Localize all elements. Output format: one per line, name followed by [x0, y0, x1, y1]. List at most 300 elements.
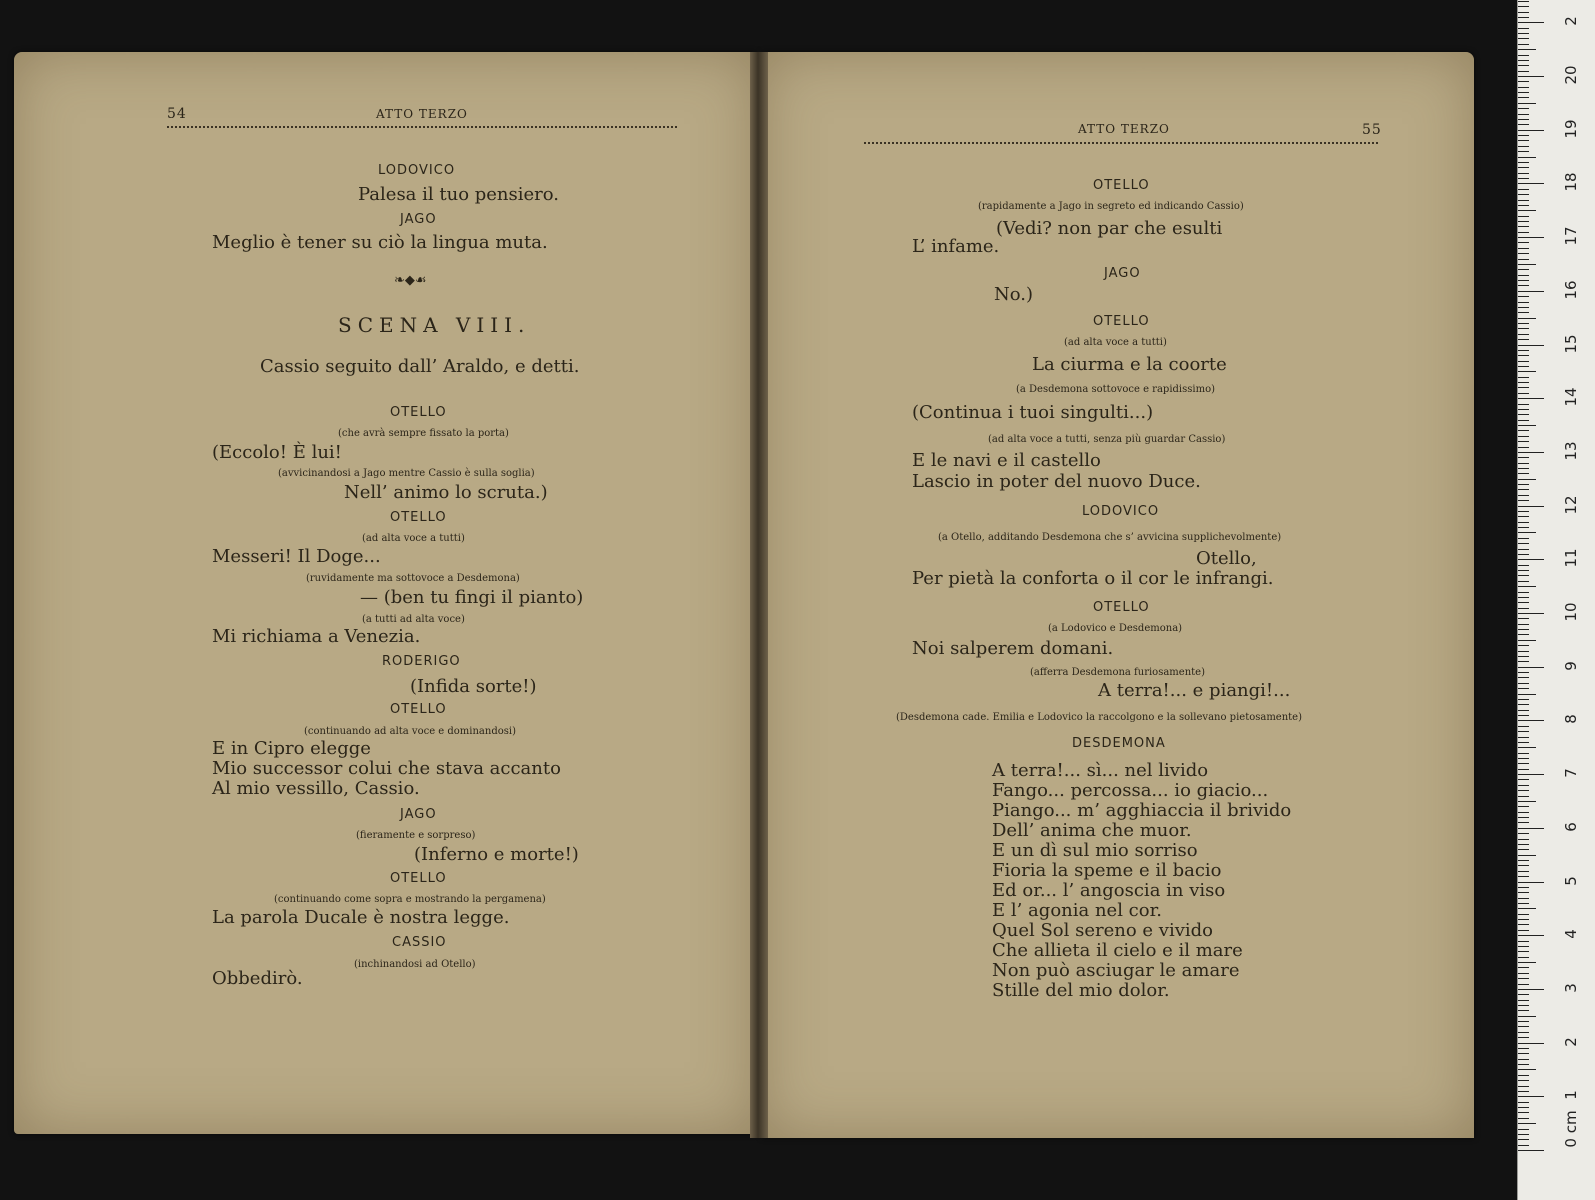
ruler-tick: [1518, 76, 1544, 77]
ruler-tick: [1518, 1032, 1529, 1033]
ruler-tick: [1518, 994, 1529, 995]
ruler-tick: [1518, 753, 1529, 754]
ruler-tick: [1518, 694, 1536, 695]
fleuron-ornament: ❧◆☙: [394, 273, 427, 288]
ruler-tick: [1518, 135, 1529, 136]
ruler-tick: [1518, 1037, 1529, 1038]
ruler-tick: [1518, 941, 1529, 942]
ruler-tick: [1518, 871, 1529, 872]
ruler-tick: [1518, 516, 1529, 517]
character-name: OTELLO: [390, 871, 447, 886]
ruler-tick: [1518, 173, 1529, 174]
character-name: JAGO: [1104, 266, 1141, 281]
ruler-tick: [1518, 790, 1529, 791]
ruler-tick: [1518, 420, 1529, 421]
ruler-tick: [1518, 860, 1529, 861]
ruler-label: 11: [1562, 548, 1580, 568]
ruler-tick: [1518, 1053, 1529, 1054]
verse-line: Obbedirò.: [212, 968, 303, 989]
stage-direction: (a Desdemona sottovoce e rapidissimo): [1016, 384, 1215, 395]
verse-line: Messeri! Il Doge...: [212, 546, 381, 567]
ruler-tick: [1518, 1118, 1529, 1119]
ruler-tick: [1518, 984, 1529, 985]
ruler-tick: [1518, 1059, 1529, 1060]
stage-direction: (avvicinandosi a Jago mentre Cassio è sulla soglia): [278, 468, 535, 479]
ruler-tick: [1518, 586, 1536, 587]
ruler-tick: [1518, 908, 1536, 909]
ruler-tick: [1518, 1123, 1536, 1124]
ruler-tick: [1518, 527, 1529, 528]
ruler-tick: [1518, 1026, 1529, 1027]
ruler-tick: [1518, 962, 1536, 963]
ruler-tick: [1518, 457, 1529, 458]
ruler-tick: [1518, 683, 1529, 684]
ruler-tick: [1518, 119, 1529, 120]
verse-line: Lascio in poter del nuovo Duce.: [912, 471, 1201, 492]
ruler-tick: [1518, 60, 1529, 61]
ruler-tick: [1518, 1000, 1529, 1001]
ruler-tick: [1518, 935, 1544, 936]
ruler-tick: [1518, 806, 1529, 807]
ruler-tick: [1518, 355, 1529, 356]
ruler-tick: [1518, 924, 1529, 925]
ruler-tick: [1518, 350, 1529, 351]
verse-line: (Infida sorte!): [410, 676, 537, 697]
ruler-tick: [1518, 1107, 1529, 1108]
ruler-tick: [1518, 774, 1544, 775]
ruler-tick: [1518, 575, 1529, 576]
ruler-tick: [1518, 441, 1529, 442]
verse-line: Cassio seguito dall’ Araldo, e detti.: [260, 356, 580, 377]
ruler-tick: [1518, 565, 1529, 566]
ruler-tick: [1518, 1112, 1529, 1113]
ruler-tick: [1518, 726, 1529, 727]
book-gutter: [750, 52, 768, 1138]
verse-line: Meglio è tener su ciò la lingua muta.: [212, 232, 548, 253]
ornament-rule-right: [864, 134, 1378, 144]
ruler-tick: [1518, 882, 1544, 883]
ruler-tick: [1518, 140, 1529, 141]
page-number-right: 55: [1362, 122, 1382, 138]
ruler-tick: [1518, 914, 1529, 915]
ruler-tick: [1518, 1048, 1529, 1049]
ruler-tick: [1518, 124, 1529, 125]
ruler-tick: [1518, 532, 1536, 533]
ruler-tick: [1518, 178, 1529, 179]
ruler-tick: [1518, 624, 1529, 625]
character-name: LODOVICO: [1082, 504, 1160, 519]
ruler-label: 20: [1562, 65, 1580, 85]
ruler-tick: [1518, 280, 1529, 281]
ruler-tick: [1518, 167, 1529, 168]
ruler-tick: [1518, 49, 1536, 50]
ruler-tick: [1518, 183, 1544, 184]
ruler-label: 1: [1562, 1090, 1580, 1101]
ruler-tick: [1518, 715, 1529, 716]
ruler-tick: [1518, 65, 1529, 66]
verse-line: Non può asciugar le amare: [992, 960, 1240, 981]
page-number-left: 54: [167, 106, 187, 122]
ruler-tick: [1518, 951, 1529, 952]
character-name: CASSIO: [392, 935, 447, 950]
verse-line: Mi richiama a Venezia.: [212, 626, 421, 647]
verse-line: Fioria la speme e il bacio: [992, 860, 1222, 881]
ruler-tick: [1518, 506, 1544, 507]
ruler-tick: [1518, 97, 1529, 98]
ruler-tick: [1518, 447, 1529, 448]
verse-line: E l’ agonia nel cor.: [992, 900, 1162, 921]
ruler-tick: [1518, 302, 1529, 303]
ruler-tick: [1518, 55, 1529, 56]
running-head-left: ATTO TERZO: [376, 107, 468, 121]
verse-line: A terra!... sì... nel livido: [992, 760, 1209, 781]
stage-direction: (rapidamente a Jago in segreto ed indicando Cassio): [978, 201, 1244, 212]
ruler-tick: [1518, 232, 1529, 233]
ruler-tick: [1518, 613, 1544, 614]
ruler-tick: [1518, 253, 1529, 254]
ruler-tick: [1518, 710, 1529, 711]
ruler-tick: [1518, 323, 1529, 324]
verse-line: Piango... m’ agghiaccia il brivido: [992, 800, 1292, 821]
ruler-tick: [1518, 377, 1529, 378]
ruler-tick: [1518, 248, 1529, 249]
ruler-tick: [1518, 1139, 1529, 1140]
stage-direction: (Desdemona cade. Emilia e Lodovico la raccolgono e la sollevano pietosamente): [896, 712, 1303, 723]
stage-direction: (ad alta voce a tutti, senza più guardar Cassio): [988, 434, 1226, 445]
ruler-tick: [1518, 1075, 1529, 1076]
running-head-right: ATTO TERZO: [1078, 122, 1170, 136]
ruler-tick: [1518, 430, 1529, 431]
verse-line: La parola Ducale è nostra legge.: [212, 907, 510, 928]
ruler-tick: [1518, 672, 1529, 673]
verse-line: Quel Sol sereno e vivido: [992, 920, 1214, 941]
ruler-label: 5: [1562, 875, 1580, 886]
ruler-tick: [1518, 339, 1529, 340]
stage-direction: (che avrà sempre fissato la porta): [338, 428, 509, 439]
ruler-tick: [1518, 677, 1529, 678]
ruler-tick: [1518, 162, 1529, 163]
ruler-tick: [1518, 903, 1529, 904]
ruler-tick: [1518, 269, 1529, 270]
ruler-tick: [1518, 1, 1529, 2]
ruler-tick: [1518, 747, 1536, 748]
character-name: OTELLO: [1093, 314, 1150, 329]
ruler-tick: [1518, 205, 1529, 206]
ruler-tick: [1518, 946, 1529, 947]
ruler-label: 13: [1562, 441, 1580, 461]
ruler-tick: [1518, 114, 1529, 115]
ruler-tick: [1518, 425, 1536, 426]
ruler-tick: [1518, 87, 1529, 88]
ruler-tick: [1518, 822, 1529, 823]
ruler-tick: [1518, 629, 1529, 630]
ruler-tick: [1518, 151, 1529, 152]
ruler-tick: [1518, 651, 1529, 652]
verse-line: Palesa il tuo pensiero.: [358, 184, 560, 205]
ruler-tick: [1518, 592, 1529, 593]
character-name: OTELLO: [390, 510, 447, 525]
character-name: OTELLO: [1093, 178, 1150, 193]
stage-direction: (fieramente e sorpreso): [356, 830, 476, 841]
character-name: RODERIGO: [382, 654, 461, 669]
ruler-tick: [1518, 973, 1529, 974]
ruler-tick: [1518, 779, 1529, 780]
ruler-tick: [1518, 452, 1544, 453]
ruler-tick: [1518, 1069, 1536, 1070]
verse-line: Otello,: [1196, 548, 1257, 569]
verse-line: Per pietà la conforta o il cor le infrangi.: [912, 568, 1274, 589]
ruler-tick: [1518, 92, 1529, 93]
ruler-tick: [1518, 103, 1536, 104]
ruler-label: 9: [1562, 660, 1580, 671]
ruler-label: 14: [1562, 387, 1580, 407]
stage-direction: (afferra Desdemona furiosamente): [1030, 667, 1205, 678]
ruler-tick: [1518, 1129, 1529, 1130]
ruler-tick: [1518, 334, 1529, 335]
ruler-tick: [1518, 720, 1544, 721]
verse-line: Noi salperem domani.: [912, 638, 1114, 659]
verse-line: Fango... percossa... io giacio...: [992, 780, 1269, 801]
ruler-tick: [1518, 1043, 1544, 1044]
ruler-tick: [1518, 318, 1536, 319]
ruler-tick: [1518, 559, 1544, 560]
ornament-rule-left: [167, 118, 677, 128]
ruler-tick: [1518, 737, 1529, 738]
ruler-tick: [1518, 704, 1529, 705]
verse-line: No.): [994, 284, 1034, 305]
ruler-tick: [1518, 511, 1529, 512]
ruler-tick: [1518, 634, 1529, 635]
ruler-tick: [1518, 38, 1529, 39]
ruler-tick: [1518, 371, 1536, 372]
ruler-tick: [1518, 656, 1529, 657]
ruler-tick: [1518, 328, 1529, 329]
ruler-tick: [1518, 661, 1529, 662]
ruler-tick: [1518, 1150, 1544, 1151]
ruler-tick: [1518, 409, 1529, 410]
ruler-tick: [1518, 742, 1529, 743]
ruler-label: 4: [1562, 929, 1580, 939]
ruler-tick: [1518, 543, 1529, 544]
ruler-label: 17: [1562, 226, 1580, 246]
ruler-tick: [1518, 1102, 1529, 1103]
ruler-tick: [1518, 967, 1529, 968]
ruler-tick: [1518, 436, 1529, 437]
verse-line: L’ infame.: [912, 236, 1000, 257]
ruler-tick: [1518, 758, 1529, 759]
ruler-tick: [1518, 1096, 1544, 1097]
stage-direction: (a tutti ad alta voce): [362, 614, 465, 625]
ruler-tick: [1518, 892, 1529, 893]
verse-line: (Eccolo! È lui!: [212, 442, 342, 463]
ruler-tick: [1518, 618, 1529, 619]
ruler-tick: [1518, 930, 1529, 931]
ruler-tick: [1518, 146, 1529, 147]
ruler-tick: [1518, 549, 1529, 550]
ruler-label: 8: [1562, 714, 1580, 725]
ruler-tick: [1518, 989, 1544, 990]
ruler-tick: [1518, 495, 1529, 496]
ruler-tick: [1518, 484, 1529, 485]
ruler-tick: [1518, 296, 1529, 297]
ruler-tick: [1518, 500, 1529, 501]
ruler-tick: [1518, 731, 1529, 732]
ruler-tick: [1518, 312, 1529, 313]
verse-line: — (ben tu fingi il pianto): [360, 587, 584, 608]
ruler-tick: [1518, 285, 1529, 286]
ruler-tick: [1518, 581, 1529, 582]
verse-line: E un dì sul mio sorriso: [992, 840, 1198, 861]
ruler-tick: [1518, 602, 1529, 603]
ruler-tick: [1518, 1016, 1536, 1017]
stage-direction: (inchinandosi ad Otello): [354, 959, 476, 970]
ruler-tick: [1518, 398, 1544, 399]
ruler-tick: [1518, 833, 1529, 834]
verse-line: Nell’ animo lo scruta.): [344, 482, 548, 503]
stage-direction: (ad alta voce a tutti): [1064, 337, 1167, 348]
stage-direction: (continuando ad alta voce e dominandosi): [304, 726, 516, 737]
ruler-tick: [1518, 865, 1529, 866]
ruler-tick: [1518, 404, 1529, 405]
ruler-tick: [1518, 307, 1529, 308]
ruler-tick: [1518, 785, 1529, 786]
ruler-tick: [1518, 1086, 1529, 1087]
verse-line: (Continua i tuoi singulti...): [912, 402, 1154, 423]
ruler-tick: [1518, 221, 1529, 222]
ruler-tick: [1518, 522, 1529, 523]
ruler-tick: [1518, 463, 1529, 464]
ruler-tick: [1518, 468, 1529, 469]
ruler-tick: [1518, 12, 1529, 13]
ruler-tick: [1518, 645, 1529, 646]
ruler-label: 7: [1562, 768, 1580, 778]
ruler-tick: [1518, 844, 1529, 845]
verse-line: Stille del mio dolor.: [992, 980, 1170, 1001]
ruler-tick: [1518, 200, 1529, 201]
ruler-tick: [1518, 33, 1529, 34]
ruler-tick: [1518, 44, 1529, 45]
character-name: OTELLO: [390, 405, 447, 420]
verse-line: Al mio vessillo, Cassio.: [212, 778, 420, 799]
ruler-tick: [1518, 1021, 1529, 1022]
verse-line: Ed or... l’ angoscia in viso: [992, 880, 1226, 901]
ruler-tick: [1518, 189, 1529, 190]
ruler-tick: [1518, 22, 1544, 23]
verse-line: Mio successor colui che stava accanto: [212, 758, 561, 779]
ruler-tick: [1518, 275, 1529, 276]
ruler-tick: [1518, 6, 1529, 7]
verse-line: E in Cipro elegge: [212, 738, 371, 759]
ruler-tick: [1518, 688, 1529, 689]
ruler-tick: [1518, 345, 1544, 346]
ruler-tick: [1518, 855, 1536, 856]
ruler-tick: [1518, 667, 1544, 668]
ruler-tick: [1518, 801, 1536, 802]
ruler-tick: [1518, 226, 1529, 227]
stage-direction: (a Lodovico e Desdemona): [1048, 623, 1183, 634]
ruler-tick: [1518, 393, 1529, 394]
ruler-tick: [1518, 387, 1529, 388]
ruler-tick: [1518, 366, 1529, 367]
character-name: LODOVICO: [378, 163, 456, 178]
ruler-tick: [1518, 130, 1544, 131]
ruler-tick: [1518, 259, 1529, 260]
ruler-label: 18: [1562, 172, 1580, 192]
ruler-tick: [1518, 479, 1536, 480]
ruler-tick: [1518, 1005, 1529, 1006]
ruler-tick: [1518, 769, 1529, 770]
ruler-tick: [1518, 1010, 1529, 1011]
ruler-tick: [1518, 1145, 1529, 1146]
ruler-tick: [1518, 157, 1536, 158]
ruler-tick: [1518, 81, 1529, 82]
character-name: JAGO: [400, 212, 437, 227]
ruler-tick: [1518, 699, 1529, 700]
ruler-tick: [1518, 957, 1529, 958]
ruler-tick: [1518, 839, 1529, 840]
ruler-tick: [1518, 849, 1529, 850]
ruler-tick: [1518, 1091, 1529, 1092]
ruler-label: 16: [1562, 280, 1580, 300]
ruler-tick: [1518, 237, 1544, 238]
ruler-tick: [1518, 210, 1536, 211]
ruler-tick: [1518, 291, 1544, 292]
verse-line: Che allieta il cielo e il mare: [992, 940, 1243, 961]
ruler-tick: [1518, 570, 1529, 571]
ruler-tick: [1518, 538, 1529, 539]
stage-direction: (a Otello, additando Desdemona che s’ avvicina supplichevolmente): [938, 532, 1282, 543]
ruler-label: 19: [1562, 119, 1580, 139]
ruler-tick: [1518, 608, 1529, 609]
ruler-tick: [1518, 28, 1529, 29]
ruler-tick: [1518, 887, 1529, 888]
ruler-tick: [1518, 640, 1536, 641]
ruler-tick: [1518, 919, 1529, 920]
ruler-tick: [1518, 554, 1529, 555]
ruler-tick: [1518, 17, 1529, 18]
ruler-tick: [1518, 382, 1529, 383]
ruler-label: 10: [1562, 602, 1580, 622]
measuring-ruler: [1517, 0, 1595, 1200]
ruler-tick: [1518, 194, 1529, 195]
stage-direction: (continuando come sopra e mostrando la pergamena): [274, 894, 546, 905]
stage-direction: (ruvidamente ma sottovoce a Desdemona): [306, 573, 520, 584]
ruler-tick: [1518, 796, 1529, 797]
character-name: OTELLO: [390, 702, 447, 717]
ruler-tick: [1518, 817, 1529, 818]
verse-line: E le navi e il castello: [912, 450, 1101, 471]
character-name: JAGO: [400, 807, 437, 822]
ruler-tick: [1518, 414, 1529, 415]
stage-direction: (ad alta voce a tutti): [362, 533, 465, 544]
ruler-label: 0 cm: [1562, 1110, 1580, 1148]
ruler-label: 2: [1562, 1036, 1580, 1047]
ruler-tick: [1518, 876, 1529, 877]
ruler-tick: [1518, 361, 1529, 362]
verse-line: A terra!... e piangi!...: [1098, 680, 1291, 701]
ruler-tick: [1518, 812, 1529, 813]
ruler-label: 12: [1562, 495, 1580, 515]
ruler-tick: [1518, 108, 1529, 109]
ruler-tick: [1518, 597, 1529, 598]
ruler-tick: [1518, 489, 1529, 490]
ruler-tick: [1518, 71, 1529, 72]
ruler-label: 2: [1562, 16, 1580, 27]
verse-line: (Inferno e morte!): [414, 844, 579, 865]
ruler-tick: [1518, 1134, 1529, 1135]
character-name: OTELLO: [1093, 600, 1150, 615]
ruler-tick: [1518, 216, 1529, 217]
